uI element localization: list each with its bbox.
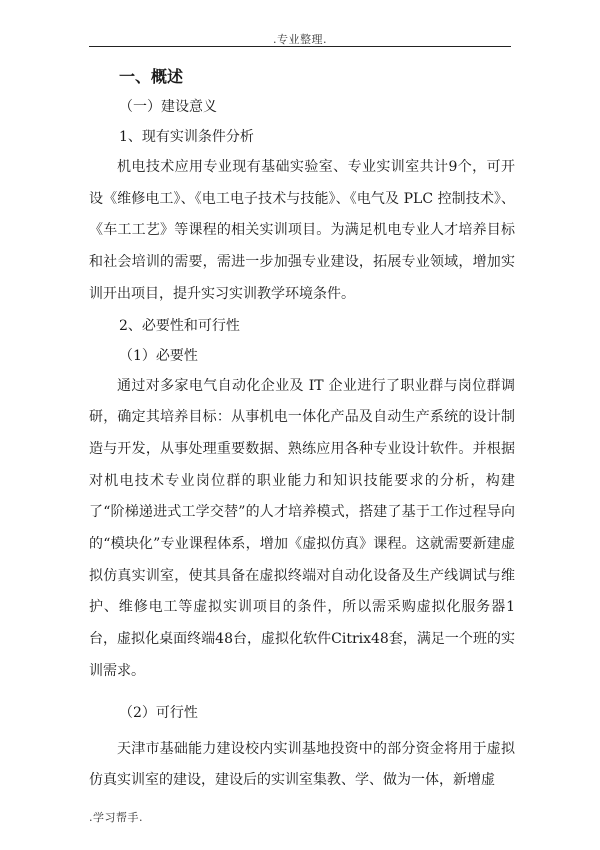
heading-existing-conditions: 1、现有实训条件分析 xyxy=(119,129,254,145)
subsection-title: （一）建设意义 xyxy=(119,99,217,115)
paragraph-existing-conditions: 机电技术应用专业现有基础实验室、专业实训室共计9个，可开设《维修电工》、《电工电子技术与技能》、《电气及 PLC 控制技术》、《车工工艺》等课程的相关实训项目。为满足机电专业人才培养目标和社会培训的需要，需进一步加强专业建设，拓展专业领域，增加实训开出项目，提升实习实训教学环境条件。 xyxy=(89,159,515,302)
paragraph-necessity: 通过对多家电气自动化企业及 IT 企业进行了职业群与岗位群调研，确定其培养目标：从事机电一体化产品及自动生产系统的设计制造与开发，从事处理重要数据、熟练应用各种专业设计软件。并根据对机电技术专业岗位群的职业能力和知识技能要求的分析，构建了“阶梯递进式工学交替”的人才培养模式，搭建了基于工作过程导向的“模块化”专业课程体系，增加《虚拟仿真》课程。这就需要新建虚拟仿真实训室，使其具备在虚拟终端对自动化设备及生产线调试与维护、维修电工等虚拟实训项目的条件，所以需采购虚拟化服务器1台，虚拟化桌面终端48台，虚拟化软件Citrix48套，满足一个班的实训需求。 xyxy=(89,377,515,679)
section-title: 一、概述 xyxy=(119,67,184,86)
heading-necessity: （1）必要性 xyxy=(119,347,198,364)
page-header: .专业整理. xyxy=(273,33,327,46)
paragraph-feasibility: 天津市基础能力建设校内实训基地投资中的部分资金将用于虚拟仿真实训室的建设，建设后的实训室集教、学、做为一体，新增虚 xyxy=(89,740,515,789)
document-body xyxy=(89,62,515,797)
heading-necessity-feasibility: 2、必要性和可行性 xyxy=(119,317,240,334)
heading-feasibility: （2）可行性 xyxy=(119,704,198,721)
header-divider xyxy=(89,46,511,47)
page-footer: .学习帮手. xyxy=(89,811,143,824)
